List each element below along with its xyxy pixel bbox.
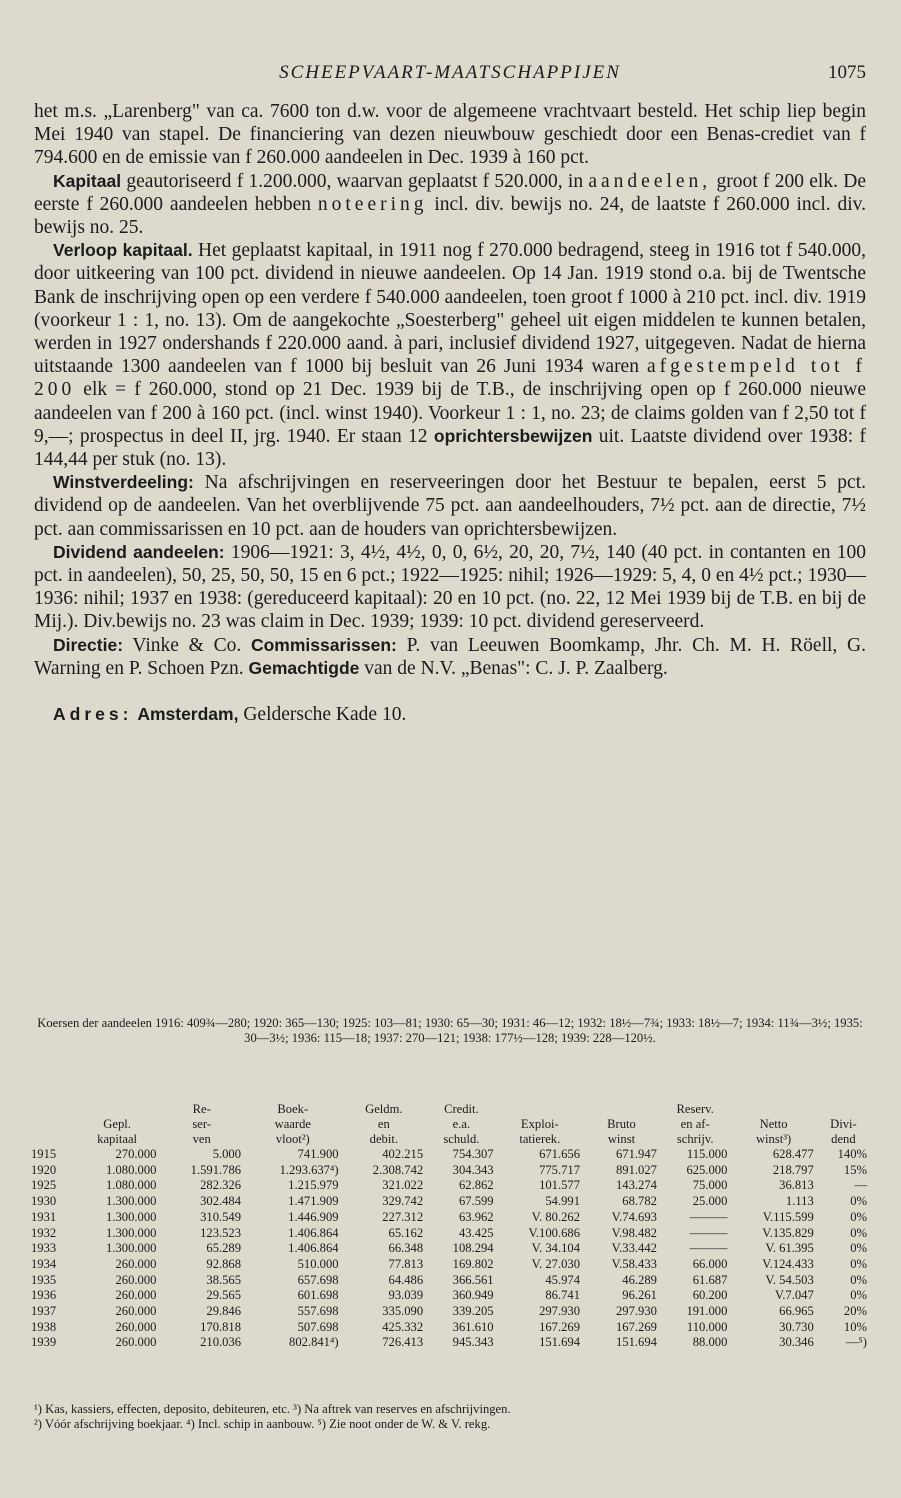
table-cell: 310.549 [200,1209,242,1224]
table-cell: 507.698 [297,1319,339,1334]
table-cell: 366.561 [452,1272,494,1287]
table-cell: V.124.433 [762,1256,814,1271]
text: Vinke & Co. [123,634,251,656]
table-cell: 270.000 [115,1147,157,1161]
table-cell: 260.000 [115,1319,157,1334]
table-cell: 115.000 [686,1147,728,1161]
table-cell: 1.080.000 [106,1162,157,1177]
table-row [28,1320,870,1336]
table-cell: 110.000 [686,1319,728,1334]
row-year: 1920 [31,1162,57,1177]
financial-table [28,1102,870,1351]
table-row [28,1257,870,1273]
paragraph-dividend [34,541,866,634]
text: van de N.V. „Benas": C. J. P. Zaalberg. [359,657,668,679]
table-cell: 170.818 [200,1319,242,1334]
table-cell: 54.991 [545,1194,580,1209]
table-cell: 510.000 [297,1256,339,1271]
table-cell: 0% [850,1194,867,1209]
table-cell: 425.332 [382,1319,424,1334]
table-cell: 1.080.000 [106,1178,157,1193]
table-cell: 891.027 [616,1162,657,1177]
table-body [28,1147,870,1351]
table-cell: 15% [843,1162,867,1177]
table-cell: 86.741 [545,1288,580,1303]
heading-dividend: Dividend aandeelen: [53,541,225,562]
table-row [28,1178,870,1194]
table-cell: ——— [689,1225,728,1240]
table-cell: 1.446.909 [288,1209,339,1224]
table-cell: 260.000 [115,1304,157,1319]
page-number: 1075 [828,62,866,83]
table-cell: 321.022 [382,1178,424,1193]
table-cell: 46.289 [622,1272,657,1287]
row-year: 1933 [31,1241,57,1256]
table-cell: 0% [850,1288,867,1303]
table-cell: ——— [689,1241,728,1256]
table-row [28,1147,870,1163]
spaced-text: aandeelen, [588,170,712,192]
paragraph-directie [34,634,866,680]
table-cell: 43.425 [458,1225,494,1240]
table-cell: 75.000 [692,1178,728,1193]
heading-gemachtigde: Gemachtigde [248,657,360,678]
table-cell: 151.694 [539,1335,580,1350]
table-cell: 335.090 [382,1304,424,1319]
column-header [28,1102,75,1147]
paragraph-kapitaal [34,170,866,240]
table-cell: V.98.482 [611,1225,657,1240]
table-cell: 227.312 [382,1209,424,1224]
table-row [28,1194,870,1210]
footnotes [34,1402,866,1432]
column-header: Bruto winst [607,1117,636,1146]
paragraph-intro: het m.s. „Larenberg" van ca. 7600 ton d.w. voor de algemeene vrachtvaart besteld. Het schip liep begin Mei 1940 van stapel. De financiering van dezen nieuwbouw geschiedt door een Benas-crediet van f 794.600 en de emissie van f 260.000 aandeelen in Dec. 1939 à 160 pct. [34,101,866,169]
heading-adres: Adres: [53,704,133,725]
table-cell: 210.036 [200,1335,242,1350]
table-cell: 329.742 [382,1194,424,1209]
table-cell: 67.599 [458,1194,494,1209]
table-cell: 96.261 [622,1288,657,1303]
table-cell: 1.113 [785,1194,814,1209]
table-cell: 2.308.742 [372,1162,424,1177]
heading-commissarissen: Commissarissen: [250,634,397,655]
table-cell: 754.307 [452,1147,494,1161]
footnote-line: ¹) Kas, kassiers, effecten, deposito, debiteuren, etc. ³) Na aftrek van reserves en afschrijvingen. [34,1402,511,1416]
table-cell: 25.000 [692,1194,728,1209]
row-year: 1939 [31,1335,57,1350]
table-cell: 63.962 [458,1209,494,1224]
table-cell: 29.846 [206,1304,242,1319]
table-cell: 30.346 [779,1335,814,1350]
table-cell: 339.205 [452,1304,494,1319]
table-cell: 0% [850,1241,867,1256]
table-cell: 260.000 [115,1335,157,1350]
text: geautoriseerd f 1.200.000, waarvan geplaatst f 520.000, in [121,170,589,192]
table-cell: 65.289 [206,1241,242,1256]
table-cell: 671.947 [616,1147,657,1161]
column-header: Netto winst³) [755,1117,792,1146]
table-cell: 66.000 [692,1256,728,1271]
table-cell: 92.868 [206,1256,242,1271]
row-year: 1915 [31,1147,57,1161]
table-cell: 5.000 [212,1147,242,1161]
heading-winstverdeeling: Winstverdeeling: [53,472,194,493]
table-row [28,1226,870,1242]
koersen-text: Koersen der aandeelen 1916: 409¾—280; 1920: 365—130; 1925: 103—81; 1930: 65—30; 1931: 46—12; 1932: 18½—7¾; 1933: 18½—7; 1934: 11¾—3½; 1935: 30—3½; 1936: 115—18; 1937: 270—121; 1938: 177½—128; 1939: 228—120½. [37,1016,863,1045]
table-cell: 218.797 [772,1162,814,1177]
table-cell: 45.974 [545,1272,580,1287]
table-row [28,1273,870,1289]
table-cell: V. 80.262 [531,1209,580,1224]
table-cell: 101.577 [539,1178,580,1193]
table-cell: 29.565 [206,1288,242,1303]
table-cell: 297.930 [539,1304,580,1319]
table-cell: 108.294 [452,1241,494,1256]
text: Het geplaatst kapitaal, in 1911 nog f 270.000 bedragend, steeg in 1916 tot f 540.000, door uitkeering van 100 pct. dividend in nieuwe aandeelen. Op 14 Jan. 1919 stond o.a. bij de Twentsche Bank de inschrijving open op een verdere f 540.000 aandeelen, toen groot f 1000 à 210 pct. incl. div. 1919 (voorkeur 1 : 1, no. 13). Om de aangekochte „Soesterberg" geheel uit eigen middelen te kunnen betalen, werden in 1927 ondershands f 220.000 aand. à pari, inclusief dividend 1927, uitgegeven. Nadat de hierna uitstaande 1300 aandeelen van f 1000 bij besluit van 26 Juni 1934 waren [34,240,867,378]
adres-city: Amsterdam, [137,704,239,725]
bold-term: oprichtersbewijzen [433,425,593,446]
running-title: SCHEEPVAART-MAATSCHAPPIJEN [279,62,621,83]
text: Geldersche Kade 10. [238,704,407,726]
table-cell: — [854,1178,867,1193]
table-cell: 151.694 [616,1335,657,1350]
table-cell: 625.000 [686,1162,728,1177]
table-cell: V. 61.395 [765,1241,814,1256]
row-year: 1932 [31,1225,57,1240]
table-cell: 1.300.000 [106,1225,157,1240]
table-cell: 302.484 [200,1194,242,1209]
table-cell: 726.413 [382,1335,424,1350]
table-cell: —⁵) [845,1335,867,1350]
table-cell: 297.930 [616,1304,657,1319]
table-row [28,1241,870,1257]
text: uit. Laatste dividend over 1938: f 144,44 per stuk (no. 13). [34,425,867,471]
table-cell: 361.610 [452,1319,494,1334]
paragraph-winstverdeeling [34,471,866,541]
table-cell: 945.343 [452,1335,494,1350]
table-cell: 360.949 [452,1288,494,1303]
table-row [28,1304,870,1320]
table-cell: 10% [843,1319,867,1334]
paragraph-adres [34,703,866,726]
table-row [28,1288,870,1304]
column-header: Gepl. kapitaal [97,1117,138,1146]
table-cell: V.7.047 [774,1288,814,1303]
table-cell: 167.269 [616,1319,657,1334]
table-cell: 62.862 [458,1178,494,1193]
table-cell: 61.687 [692,1272,728,1287]
table-cell: 260.000 [115,1256,157,1271]
table-cell: V. 34.104 [531,1241,580,1256]
running-header [34,62,866,88]
table-cell: ——— [689,1209,728,1224]
table-cell: 191.000 [686,1304,728,1319]
column-header: Re- ser- ven [192,1102,212,1146]
heading-directie: Directie: [53,634,124,655]
table-cell: 1.591.786 [190,1162,242,1177]
column-header: Divi- dend [830,1117,857,1146]
table-cell: 66.348 [388,1241,424,1256]
spaced-text: noteering [317,193,428,215]
row-year: 1934 [31,1256,57,1271]
table-cell: 557.698 [297,1304,339,1319]
table-cell: V.74.693 [611,1209,657,1224]
table-cell: 1.293.637⁴) [279,1162,339,1177]
table-cell: 140% [837,1147,867,1161]
table-cell: 802.841⁴) [289,1335,339,1350]
table-cell: 282.326 [200,1178,242,1193]
table-cell: 1.406.864 [288,1225,339,1240]
table-cell: 601.698 [297,1288,339,1303]
table-cell: 60.200 [692,1288,728,1303]
row-year: 1935 [31,1272,57,1287]
column-header: Reserv. en af- schrijv. [676,1102,714,1146]
footnote-line: ²) Vóór afschrijving boekjaar. ⁴) Incl. schip in aanbouw. ⁵) Zie noot onder de W. & V. rekg. [34,1417,491,1431]
table-cell: 1.300.000 [106,1194,157,1209]
body-text [34,100,866,726]
table-cell: 628.477 [772,1147,814,1161]
text: elk = f 260.000, stond op 21 Dec. 1939 bij de T.B., de inschrijving open op f 260.000 nieuwe aandeelen van f 200 à 160 pct. (incl. winst 1940). Voorkeur 1 : 1, no. 23; de claims golden van f 2,50 tot f 9,—; prospectus in deel II, jrg. 1940. Er staan 12 [34,379,866,447]
table-cell: 657.698 [297,1272,339,1287]
row-year: 1937 [31,1304,57,1319]
table-cell: V.115.599 [762,1209,814,1224]
spaced-text: afgestempeld tot f 200 [34,356,866,401]
text: 1906—1921: 3, 4½, 4½, 0, 0, 6½, 20, 20, 7½, 140 (40 pct. in contanten en 100 pct. in aandeelen), 50, 25, 50, 50, 15 en 6 pct.; 1922—1925: nihil; 1926—1929: 5, 4, 0 en 4½ pct.; 1930—1936: nihil; 1937 en 1938: (gereduceerd kapitaal): 20 en 10 pct. (no. 22, 12 Mei 1939 bij de T.B. en bij de Mij.). Div.bewijs no. 23 was claim in Dec. 1939; 1939: 10 pct. dividend gereserveerd. [34,541,866,633]
table-cell: V.100.686 [528,1225,580,1240]
table-cell: 169.802 [452,1256,494,1271]
text: P. van Leeuwen Boomkamp, Jhr. Ch. M. H. Röell, G. Warning en P. Schoen Pzn. [34,634,866,679]
table-cell: 68.782 [622,1194,657,1209]
row-year: 1936 [31,1288,57,1303]
table-cell: 0% [850,1256,867,1271]
table-cell: 38.565 [206,1272,242,1287]
table-cell: 1.300.000 [106,1241,157,1256]
paragraph-verloop [34,239,866,471]
table-cell: 260.000 [115,1272,157,1287]
row-year: 1938 [31,1319,57,1334]
row-year: 1930 [31,1194,57,1209]
table-cell: V. 27.030 [531,1256,580,1271]
table-header-row [28,1102,870,1147]
table-cell: 88.000 [692,1335,728,1350]
column-header: Boek- waarde vloot²) [274,1102,311,1146]
table-cell: 93.039 [388,1288,424,1303]
table-cell: 64.486 [388,1272,424,1287]
table-cell: 167.269 [539,1319,580,1334]
table-row [28,1163,870,1179]
table-cell: 304.343 [452,1162,494,1177]
table-cell: 402.215 [382,1147,424,1161]
table-cell: 671.656 [539,1147,580,1161]
table-cell: 1.215.979 [288,1178,339,1193]
table-cell: 0% [850,1209,867,1224]
table-cell: 1.471.909 [288,1194,339,1209]
column-header: Exploi- tatierek. [519,1117,561,1146]
row-year: 1925 [31,1178,57,1193]
table-cell: 66.965 [779,1304,814,1319]
table-cell: 65.162 [388,1225,424,1240]
heading-kapitaal: Kapitaal [53,170,122,191]
table-cell: 143.274 [616,1178,657,1193]
column-header: Geldm. en debit. [365,1102,403,1146]
table-cell: 0% [850,1225,867,1240]
heading-verloop: Verloop kapitaal. [53,240,193,261]
table-row [28,1210,870,1226]
table-row [28,1335,870,1351]
table-cell: 77.813 [388,1256,424,1271]
column-header: Credit. e.a. schuld. [443,1102,480,1146]
table-cell: 1.300.000 [106,1209,157,1224]
table-cell: 36.813 [779,1178,814,1193]
table-cell: V.135.829 [762,1225,814,1240]
table-cell: 775.717 [539,1162,580,1177]
table-cell: V. 54.503 [765,1272,814,1287]
table-cell: V.58.433 [611,1256,657,1271]
table-cell: 741.900 [297,1147,339,1161]
text: groot f 200 elk. De eerste f 260.000 aandeelen hebben [34,170,866,215]
table-cell: 260.000 [115,1288,157,1303]
table-cell: V.33.442 [611,1241,657,1256]
table-cell: 1.406.864 [288,1241,339,1256]
table-cell: 123.523 [200,1225,242,1240]
text: incl. div. bewijs no. 24, de laatste f 260.000 incl. div. bewijs no. 25. [34,193,866,239]
table-cell: 30.730 [779,1319,814,1334]
text: Na afschrijvingen en reserveeringen door het Bestuur te bepalen, eerst 5 pct. dividend op de aandeelen. Van het overblijvende 75 pct. aan aandeelhouders, 7½ pct. aan de directie, 7½ pct. aan commissarissen en 10 pct. aan de houders van oprichtersbewijzen. [34,472,866,540]
table-cell: 20% [843,1304,867,1319]
table-cell: 0% [850,1272,867,1287]
row-year: 1931 [31,1209,57,1224]
